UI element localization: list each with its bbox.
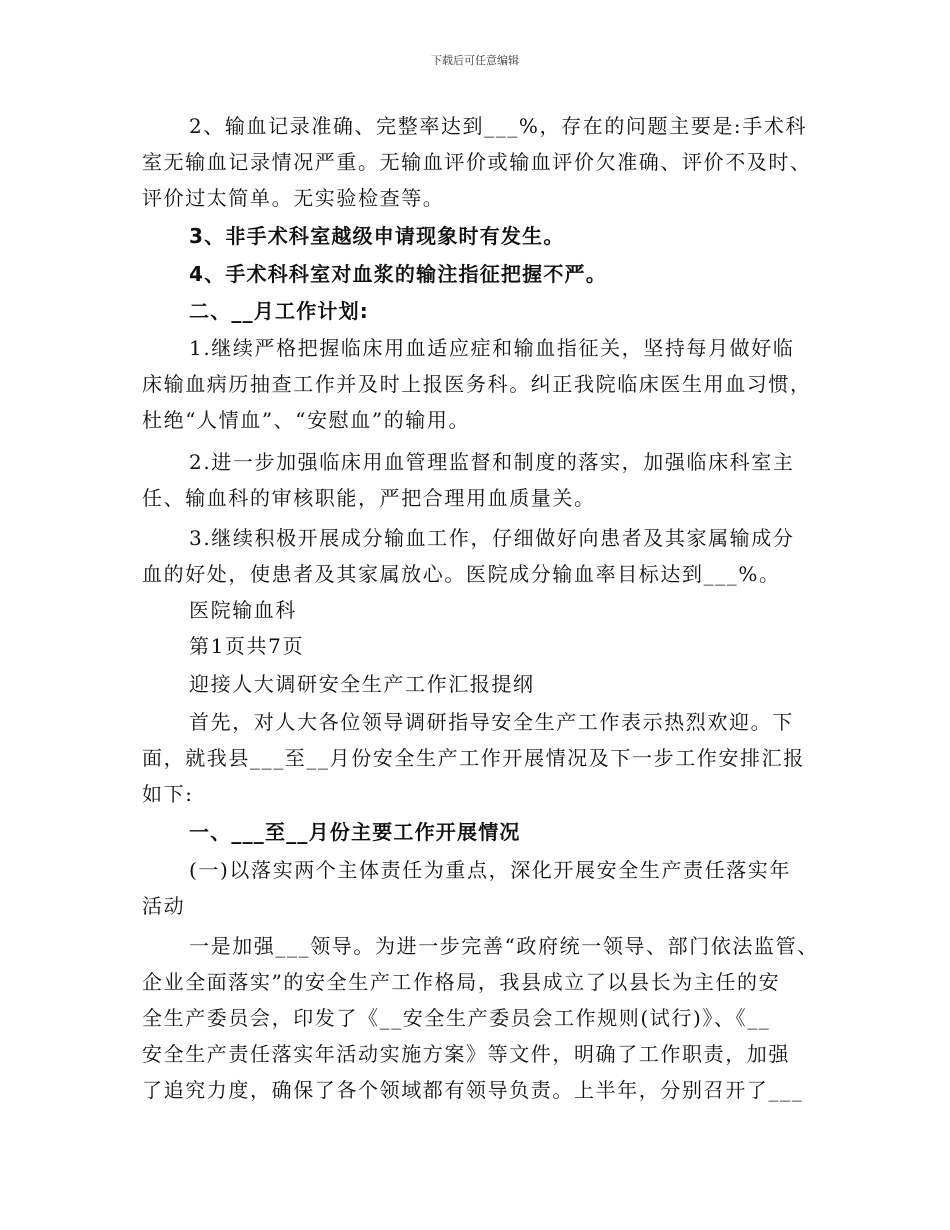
section-heading: 一、___至__月份主要工作开展情况 (189, 820, 521, 844)
paragraph-line: 活动 (142, 894, 186, 918)
paragraph-line: 1.继续严格把握临床用血适应症和输血指征关，坚持每月做好临 (189, 336, 795, 360)
paragraph-line: 一是加强___领导。为进一步完善“政府统一领导、部门依法监管、 (189, 934, 819, 958)
paragraph-line: (一)以落实两个主体责任为重点，深化开展安全生产责任落实年 (189, 858, 792, 882)
paragraph-line: 了追究力度，确保了各个领域都有领导负责。上半年，分别召开了___ (142, 1078, 804, 1102)
list-item-heading: 4、手术科科室对血浆的输注指征把握不严。 (189, 262, 607, 286)
list-item-heading: 3、非手术科室越级申请现象时有发生。 (189, 224, 565, 248)
paragraph-line: 首先，对人大各位领导调研指导安全生产工作表示热烈欢迎。下 (189, 710, 794, 734)
paragraph-line: 安全生产责任落实年活动实施方案》等文件，明确了工作职责，加强 (142, 1042, 790, 1066)
paragraph-line: 杜绝“人情血”、“安慰血”的输用。 (142, 408, 471, 432)
section-heading: 二、__月工作计划: (189, 299, 369, 323)
paragraph-line: 评价过太简单。无实验检查等。 (142, 186, 445, 210)
paragraph-line: 床输血病历抽查工作并及时上报医务科。纠正我院临床医生用血习惯， (142, 372, 812, 396)
page-header: 下载后可任意编辑 (431, 54, 519, 67)
department-signature: 医院输血科 (189, 598, 297, 622)
paragraph-line: 2、输血记录准确、完整率达到___%，存在的问题主要是:手术科 (189, 114, 808, 138)
page-number: 第1页共7页 (189, 634, 305, 658)
paragraph-line: 室无输血记录情况严重。无输血评价或输血评价欠准确、评价不及时、 (142, 150, 812, 174)
paragraph-line: 任、输血科的审核职能，严把合理用血质量关。 (142, 486, 596, 510)
paragraph-line: 企业全面落实”的安全生产工作格局，我县成立了以县长为主任的安 (142, 970, 781, 994)
paragraph-line: 如下: (142, 782, 194, 806)
paragraph-line: 3.继续积极开展成分输血工作，仔细做好向患者及其家属输成分 (189, 526, 795, 550)
paragraph-line: 2.进一步加强临床用血管理监督和制度的落实，加强临床科室主 (189, 450, 795, 474)
document-title: 迎接人大调研安全生产工作汇报提纲 (189, 672, 535, 696)
paragraph-line: 血的好处，使患者及其家属放心。医院成分输血率目标达到___%。 (142, 562, 781, 586)
paragraph-line: 全生产委员会，印发了《__安全生产委员会工作规则(试行)》、《__ (142, 1006, 771, 1030)
paragraph-line: 面，就我县___至__月份安全生产工作开展情况及下一步工作安排汇报 (142, 746, 805, 770)
